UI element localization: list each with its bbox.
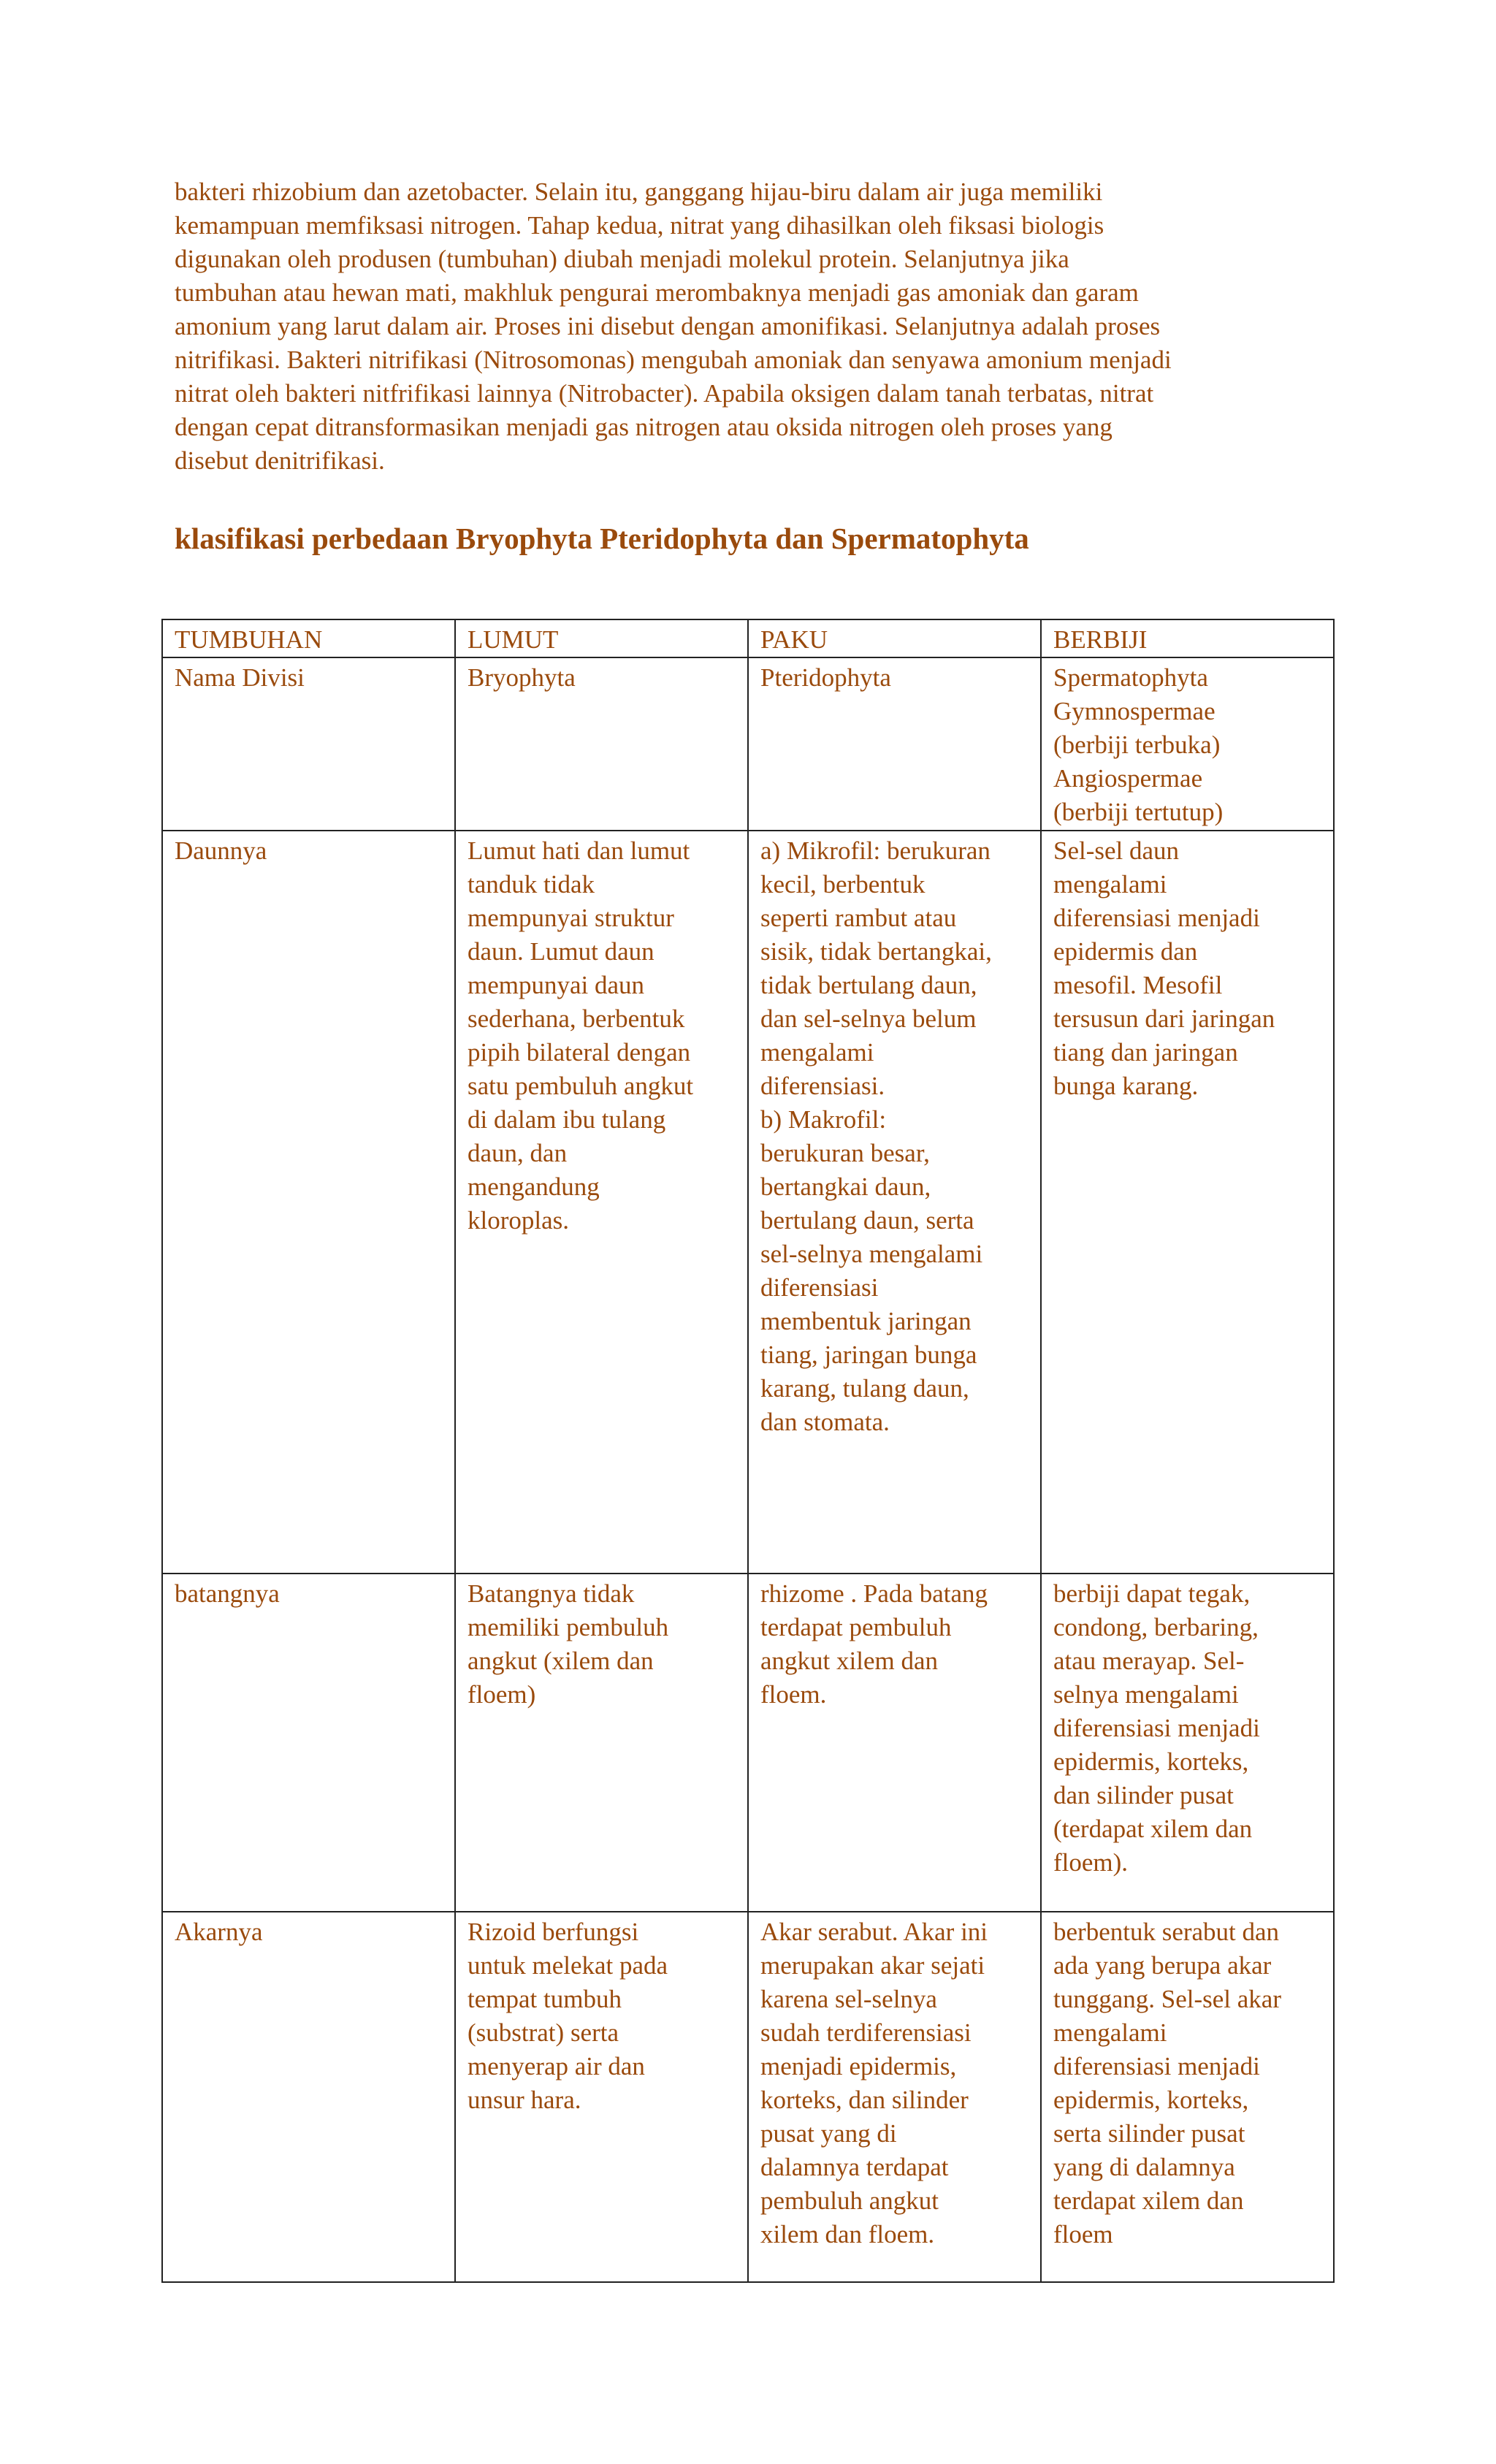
intro-paragraph: bakteri rhizobium dan azetobacter. Selain itu, ganggang hijau-biru dalam air juga memiliki kemampuan memfiksasi nitrogen. Tahap kedua, nitrat yang dihasilkan oleh fiksasi biologis digunakan oleh produsen (tumbuhan) diubah menjadi molekul protein. Selanjutnya jika tumbuhan atau hewan mati, makhluk pengurai merombaknya menjadi gas amoniak dan garam amonium yang larut dalam air. Proses ini disebut dengan amonifikasi. Selanjutnya adalah proses nitrifikasi. Bakteri nitrifikasi (Nitrosomonas) mengubah amoniak dan senyawa amonium menjadi nitrat oleh bakteri nitfrifikasi lainnya (Nitrobacter). Apabila oksigen dalam tanah terbatas, nitrat dengan cepat ditransformasikan menjadi gas nitrogen atau oksida nitrogen oleh proses yang disebut denitrifikasi. (175, 178, 1172, 475)
row-label-cell: batangnya (162, 1574, 455, 1912)
paku-cell: a) Mikrofil: berukuran kecil, berbentuk seperti rambut atau sisik, tidak bertangkai, tidak bertulang daun, dan sel-selnya belum mengalami diferensiasi. b) Makrofil: berukuran besar, bertangkai daun, bertulang daun, serta sel-selnya mengalami diferensiasi membentuk jaringan tiang, jaringan bunga karang, tulang daun, dan stomata. (748, 831, 1041, 1574)
header-cell-berbiji: BERBIJI (1041, 619, 1334, 657)
lumut-cell: Bryophyta (455, 657, 748, 831)
classification-table (161, 619, 1335, 2283)
section-heading: klasifikasi perbedaan Bryophyta Pteridophyta dan Spermatophyta (175, 522, 1029, 555)
lumut-cell: Rizoid berfungsi untuk melekat pada tempat tumbuh (substrat) serta menyerap air dan unsur hara. (455, 1912, 748, 2282)
lumut-cell: Lumut hati dan lumut tanduk tidak mempunyai struktur daun. Lumut daun mempunyai daun sederhana, berbentuk pipih bilateral dengan satu pembuluh angkut di dalam ibu tulang daun, dan mengandung kloroplas. (455, 831, 748, 1574)
paku-cell: Akar serabut. Akar ini merupakan akar sejati karena sel-selnya sudah terdiferensiasi menjadi epidermis, korteks, dan silinder pusat yang di dalamnya terdapat pembuluh angkut xilem dan floem. (748, 1912, 1041, 2282)
row-label-cell: Nama Divisi (162, 657, 455, 831)
table-row-nama-divisi (162, 657, 1334, 831)
paku-cell: rhizome . Pada batang terdapat pembuluh angkut xilem dan floem. (748, 1574, 1041, 1912)
row-label-cell: Daunnya (162, 831, 455, 1574)
row-label-cell: Akarnya (162, 1912, 455, 2282)
berbiji-cell: berbentuk serabut dan ada yang berupa akar tunggang. Sel-sel akar mengalami diferensiasi menjadi epidermis, korteks, serta silinder pusat yang di dalamnya terdapat xilem dan floem (1041, 1912, 1334, 2282)
header-cell-paku: PAKU (748, 619, 1041, 657)
lumut-cell: Batangnya tidak memiliki pembuluh angkut (xilem dan floem) (455, 1574, 748, 1912)
table-header-row (162, 619, 1334, 657)
table-row-akarnya (162, 1912, 1334, 2282)
document-page (175, 175, 1321, 557)
header-cell-lumut: LUMUT (455, 619, 748, 657)
berbiji-cell: Spermatophyta Gymnospermae (berbiji terbuka) Angiospermae (berbiji tertutup) (1041, 657, 1334, 831)
berbiji-cell: Sel-sel daun mengalami diferensiasi menjadi epidermis dan mesofil. Mesofil tersusun dari jaringan tiang dan jaringan bunga karang. (1041, 831, 1334, 1574)
table-row-daunnya (162, 831, 1334, 1574)
table-row-batangnya (162, 1574, 1334, 1912)
berbiji-cell: berbiji dapat tegak, condong, berbaring, atau merayap. Sel- selnya mengalami diferensiasi menjadi epidermis, korteks, dan silinder pusat (terdapat xilem dan floem). (1041, 1574, 1334, 1912)
header-cell-tumbuhan: TUMBUHAN (162, 619, 455, 657)
paku-cell: Pteridophyta (748, 657, 1041, 831)
